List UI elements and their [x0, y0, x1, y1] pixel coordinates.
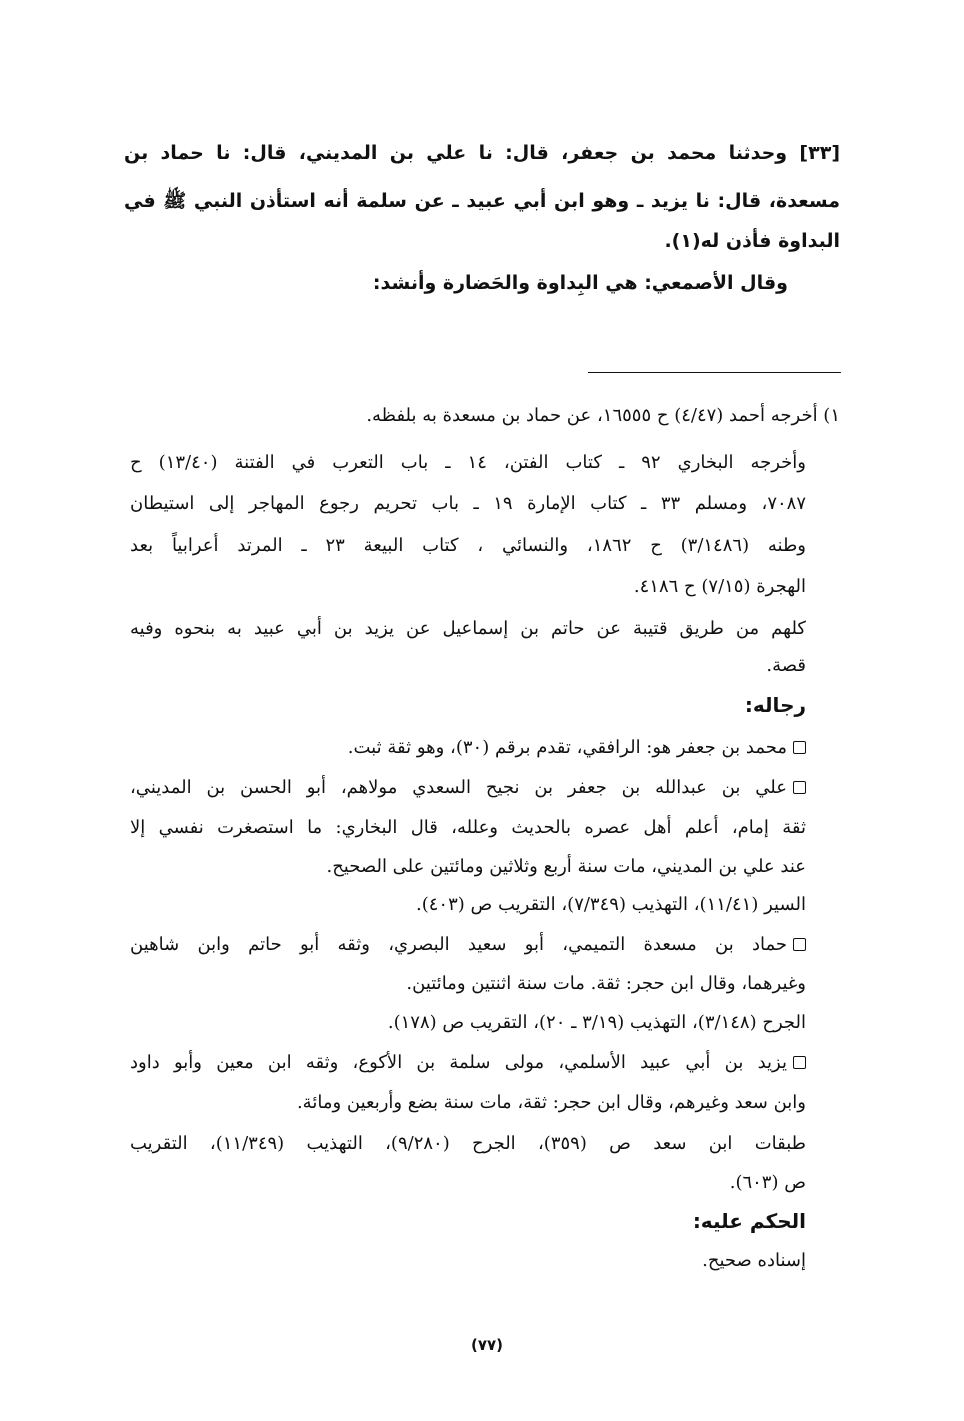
checkbox-bullet-icon: [793, 781, 806, 794]
hukm-text: إسناده صحيح.: [702, 1250, 806, 1271]
footnote-line-4: وطنه (٣/١٤٨٦) ح ١٨٦٢، والنسائي ، كتاب البيعة ٢٣ ـ المرتد أعرابياً بعد: [130, 535, 806, 556]
narrator-text: محمد بن جعفر هو: الرافقي، تقدم برقم (٣٠)، وهو ثقة ثبت.: [347, 737, 787, 758]
narrator-text-cont: وابن سعد وغيرهم، وقال ابن حجر: ثقة، مات سنة بضع وأربعين ومائة.: [296, 1092, 806, 1113]
hukm-heading: الحكم عليه:: [692, 1209, 806, 1233]
page-number: (٧٧): [470, 1336, 504, 1354]
narrator-entry: [130, 934, 806, 955]
narrator-text-cont: ثقة إمام، أعلم أهل عصره بالحديث وعلله، قال البخاري: ما استصغرت نفسي إلا: [130, 817, 806, 838]
asmai-line: وقال الأصمعي: هي البِداوة والحَضارة وأنشد:: [372, 272, 788, 294]
narrator-sources: السير (١١/٤١)، التهذيب (٧/٣٤٩)، التقريب ص (٤٠٣).: [416, 894, 806, 915]
checkbox-bullet-icon: [793, 938, 806, 951]
footnote-line-2: وأخرجه البخاري ٩٢ ـ كتاب الفتن، ١٤ ـ باب التعرب في الفتنة (١٣/٤٠) ح: [130, 452, 807, 473]
narrator-text-cont: وغيرهما، وقال ابن حجر: ثقة. مات سنة اثنتين ومائتين.: [406, 973, 806, 994]
footnote-separator: [588, 372, 841, 373]
footnote-line-1: ١) أخرجه أحمد (٤/٤٧) ح ١٦٥٥٥، عن حماد بن مسعدة به بلفظه.: [366, 405, 840, 426]
footnote-line-7: قصة.: [766, 655, 806, 676]
checkbox-bullet-icon: [793, 1056, 806, 1069]
checkbox-bullet-icon: [793, 741, 806, 754]
narrator-text-cont: عند علي بن المديني، مات سنة أربع وثلاثين ومائتين على الصحيح.: [326, 856, 806, 877]
narrator-text: حماد بن مسعدة التميمي، أبو سعيد البصري، وثقه أبو حاتم وابن شاهين: [130, 934, 787, 955]
hadith-line-3: البداوة فأذن له(١).: [664, 230, 840, 252]
narrator-entry: [130, 1052, 806, 1073]
narrator-text: يزيد بن أبي عبيد الأسلمي، مولى سلمة بن الأكوع، وثقه ابن معين وأبو داود: [130, 1052, 787, 1073]
hadith-line-2: مسعدة، قال: نا يزيد ـ وهو ابن أبي عبيد ـ عن سلمة أنه استأذن النبي ﷺ في: [124, 190, 840, 212]
rijal-heading: رجاله:: [744, 693, 806, 717]
narrator-text: علي بن عبدالله بن جعفر بن نجيح السعدي مولاهم، أبو الحسن بن المديني،: [130, 777, 787, 798]
narrator-sources: الجرح (٣/١٤٨)، التهذيب (٣/١٩ ـ ٢٠)، التقريب ص (١٧٨).: [387, 1012, 806, 1033]
narrator-sources-cont: ص (٦٠٣).: [729, 1172, 806, 1193]
footnote-line-5: الهجرة (٧/١٥) ح ٤١٨٦.: [633, 576, 806, 597]
hadith-line-1: [٣٣] وحدثنا محمد بن جعفر، قال: نا علي بن المديني، قال: نا حماد بن: [124, 142, 840, 164]
narrator-entry: [348, 737, 806, 758]
footnote-line-6: كلهم من طريق قتيبة عن حاتم بن إسماعيل عن يزيد بن أبي عبيد به بنحوه وفيه: [130, 618, 806, 639]
narrator-entry: [130, 777, 806, 798]
narrator-sources: طبقات ابن سعد ص (٣٥٩)، الجرح (٩/٢٨٠)، التهذيب (١١/٣٤٩)، التقريب: [130, 1133, 806, 1154]
footnote-line-3: ٧٠٨٧، ومسلم ٣٣ ـ كتاب الإمارة ١٩ ـ باب تحريم رجوع المهاجر إلى استيطان: [130, 493, 807, 514]
